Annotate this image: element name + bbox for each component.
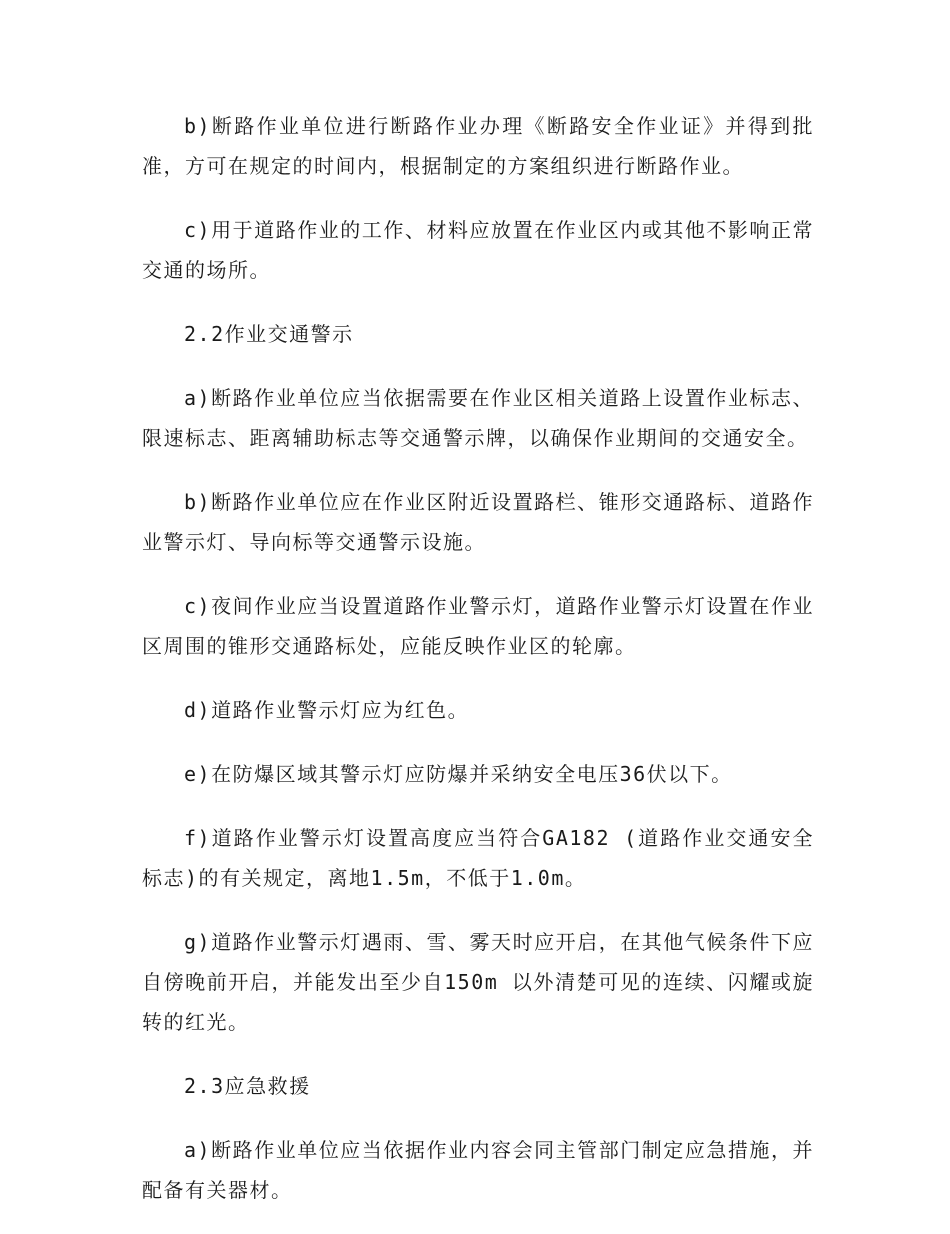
- paragraph-e-explosion-proof: e)在防爆区域其警示灯应防爆并采纳安全电压36伏以下。: [184, 762, 733, 786]
- paragraph-d-light-color: d)道路作业警示灯应为红色。: [184, 698, 470, 722]
- document-body: [142, 106, 814, 1234]
- paragraph-c-materials: c)用于道路作业的工作、材料应放置在作业区内或其他不影响正常交通的场所。: [142, 218, 814, 282]
- paragraph-a-emergency: a)断路作业单位应当依据作业内容会同主管部门制定应急措施，并配备有关器材。: [142, 1138, 814, 1202]
- paragraph-g-weather: g)道路作业警示灯遇雨、雪、雾天时应开启，在其他气候条件下应自傍晚前开启，并能发出至少自150m 以外清楚可见的连续、闪耀或旋转的红光。: [142, 930, 814, 1034]
- paragraph-c-night-work: c)夜间作业应当设置道路作业警示灯，道路作业警示灯设置在作业区周围的锥形交通路标处，应能反映作业区的轮廓。: [142, 594, 814, 658]
- paragraph-b-approval: b)断路作业单位进行断路作业办理《断路安全作业证》并得到批准，方可在规定的时间内，根据制定的方案组织进行断路作业。: [142, 114, 814, 178]
- section-heading-2-2: 2.2作业交通警示: [184, 322, 354, 346]
- paragraph-a-signs: a)断路作业单位应当依据需要在作业区相关道路上设置作业标志、限速标志、距离辅助标志等交通警示牌，以确保作业期间的交通安全。: [142, 386, 814, 450]
- section-heading-2-3: 2.3应急救援: [184, 1074, 311, 1098]
- paragraph-b-facilities: b)断路作业单位应在作业区附近设置路栏、锥形交通路标、道路作业警示灯、导向标等交通警示设施。: [142, 490, 814, 554]
- paragraph-f-light-height: f)道路作业警示灯设置高度应当符合GA182 (道路作业交通安全标志)的有关规定，离地1.5m，不低于1.0m。: [142, 826, 814, 890]
